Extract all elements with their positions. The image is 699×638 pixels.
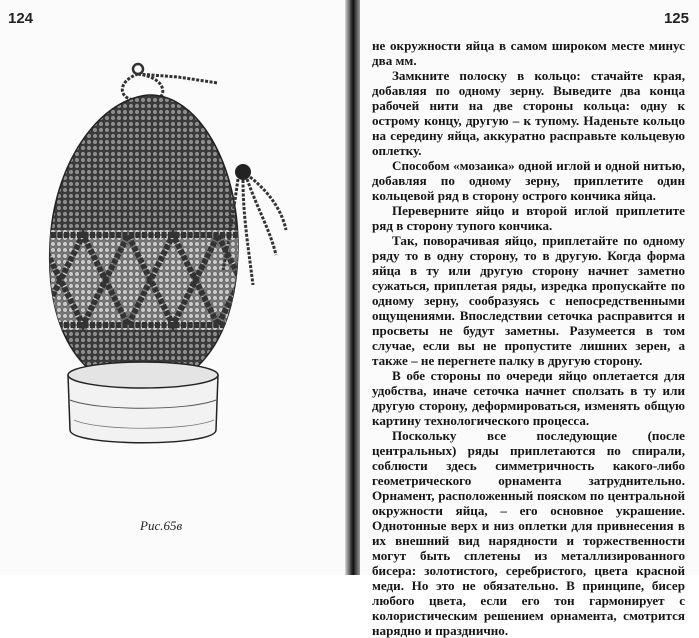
right-page-body-text <box>372 38 685 638</box>
left-page-number: 124 <box>8 10 34 27</box>
paragraph: Способом «мозаика» одной иглой и одной нитью, добавляя по одному зерну, приплетите один кольцевой ряд в сторону острого кончика яйца. <box>372 158 685 203</box>
paragraph: Поскольку все последующие (после центральных) ряды приплетаются по спирали, соблюсти здесь симметричность какого-либо геометрического орнамента затруднительно. Орнамент, расположенный пояском по центральной окружности яйца, – его основное украшение. Однотонные верх и низ оплетки для привнесения в их внешний вид нарядности и торжественности могут быть сплетены из металлизированного бисера: золотистого, серебристого, цвета красной меди. Но это не обязательно. В принципе, бисер любого цвета, если его тон гармонирует с колористическим решением орнамента, смотрится нарядно и празднично. <box>372 428 685 638</box>
figure-caption: Рис.65в <box>140 518 183 533</box>
hanging-loop <box>122 64 218 100</box>
paragraph: В обе стороны по очереди яйцо оплетается для удобства, иначе сеточка начнет сползать в ту или другую сторону, деформироваться, изменять общую картину технологического процесса. <box>372 368 685 428</box>
paragraph: не окружности яйца в самом широком месте минус два мм. <box>372 38 685 68</box>
book-spine <box>345 0 360 575</box>
egg-stand <box>68 362 218 443</box>
paragraph: Замкните полоску в кольцо: стачайте края, добавляя по одному зерну. Выведите два конца рабочей нити на две стороны кольца: одну к острому концу, другую – к тупому. Наденьте кольцо на середину яйца, аккуратно расправьте кольцевую оплетку. <box>372 68 685 158</box>
paragraph: Переверните яйцо и второй иглой приплетите ряд в сторону тупого кончика. <box>372 203 685 233</box>
lattice-band <box>38 230 288 330</box>
right-page-number: 125 <box>663 10 689 27</box>
beaded-egg-illustration <box>38 55 288 455</box>
paragraph: Так, поворачивая яйцо, приплетайте по одному ряду то в одну сторону, то в другую. Когда форма яйца в ту или другую сторону начнет заметно сужаться, приплетая ряды, изредка пропускайте по одному зерну, сообразуясь с непосредственными ощущениями. Впоследствии сеточка расправится и просветы не будут заметны. Разумеется в том случае, если вы не пропустите лишних зерен, а также – не перегнете палку в другую сторону. <box>372 233 685 368</box>
